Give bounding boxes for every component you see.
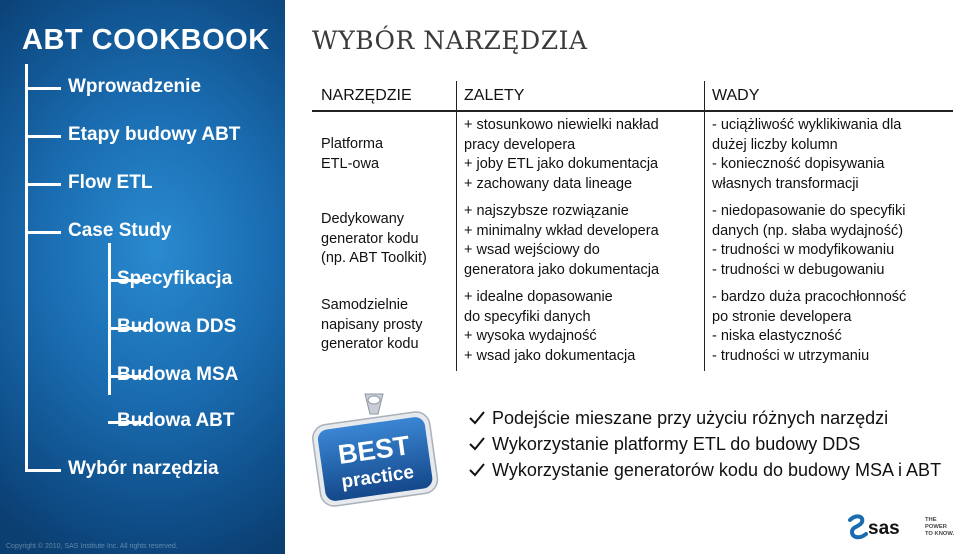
cell-line: - konieczność dopisywania xyxy=(712,156,885,172)
cell-line: generator kodu xyxy=(321,336,419,352)
table-row-1-tool xyxy=(321,135,383,174)
nav-item-wybor-narzedzia[interactable]: Wybór narzędzia xyxy=(68,458,219,479)
tree-connector xyxy=(25,469,61,472)
column-header-cons: WADY xyxy=(712,87,760,104)
column-divider xyxy=(456,81,457,371)
cell-line: Samodzielnie xyxy=(321,297,409,313)
badge-line-1: BEST xyxy=(336,430,412,470)
checkmark-icon xyxy=(468,461,486,479)
table-row-3-pros xyxy=(464,288,635,366)
copyright-watermark: Copyright © 2010, SAS Institute Inc. All rights reserved. xyxy=(6,543,178,550)
cell-line: - trudności w debugowaniu xyxy=(712,261,885,278)
sas-logo-icon xyxy=(846,512,956,542)
conclusion-text: Podejście mieszane przy użyciu różnych narzędzi xyxy=(492,407,889,428)
cell-line: + joby ETL jako dokumentacja xyxy=(464,156,659,172)
cell-line: własnych transformacji xyxy=(712,175,859,192)
cell-line: + stosunkowo niewielki nakład xyxy=(464,117,659,133)
page-title: WYBÓR NARZĘDZIA xyxy=(312,26,588,55)
cell-line: po stronie developera xyxy=(712,308,852,325)
cell-line: + idealne dopasowanie xyxy=(464,289,613,305)
cell-line: - bardzo duża pracochłonność xyxy=(712,289,907,305)
tree-connector xyxy=(25,135,61,138)
column-divider xyxy=(704,81,705,371)
cell-line: pracy developera xyxy=(464,136,576,153)
cell-line: + wsad jako dokumentacja xyxy=(464,347,636,364)
nav-item-budowa-abt[interactable]: Budowa ABT xyxy=(117,410,235,431)
cell-line: ETL-owa xyxy=(321,155,380,172)
conclusion-text: Wykorzystanie platformy ETL do budowy DDS xyxy=(492,433,861,454)
cell-line: + wysoka wydajność xyxy=(464,328,597,344)
cell-line: - niedopasowanie do specyfiki xyxy=(712,203,906,219)
cell-line: - niska elastyczność xyxy=(712,328,842,344)
cell-line: + najszybsze rozwiązanie xyxy=(464,203,629,219)
cell-line: + zachowany data lineage xyxy=(464,175,633,192)
list-item xyxy=(468,405,941,431)
nav-item-specyfikacja[interactable]: Specyfikacja xyxy=(117,268,233,289)
list-item xyxy=(468,457,941,483)
sas-tagline-line: POWER xyxy=(925,524,947,530)
table-row-2-cons xyxy=(712,202,905,280)
checkmark-icon xyxy=(468,435,486,453)
nav-item-budowa-dds[interactable]: Budowa DDS xyxy=(117,316,237,337)
sas-brand-text: sas xyxy=(868,518,900,539)
conclusions-list xyxy=(468,405,941,483)
tree-trunk-line xyxy=(25,64,28,470)
list-item xyxy=(468,431,941,457)
cell-line: - trudności w modyfikowaniu xyxy=(712,242,895,258)
cell-line: (np. ABT Toolkit) xyxy=(321,250,427,266)
tree-connector xyxy=(25,87,61,90)
table-header-rule xyxy=(312,110,953,112)
sas-tagline-line: TO KNOW. xyxy=(925,531,955,537)
column-header-tool: NARZĘDZIE xyxy=(321,87,412,104)
sidebar-title: ABT COOKBOOK xyxy=(22,24,270,56)
table-row-1-pros xyxy=(464,116,659,194)
nav-item-etapy-budowy-abt[interactable]: Etapy budowy ABT xyxy=(68,124,241,145)
checkmark-icon xyxy=(468,409,486,427)
conclusion-text: Wykorzystanie generatorów kodu do budowy MSA i ABT xyxy=(492,459,942,480)
nav-item-wprowadzenie[interactable]: Wprowadzenie xyxy=(68,76,202,97)
tree-connector xyxy=(25,183,61,186)
cell-line: napisany prosty xyxy=(321,316,423,333)
badge-line-2: practice xyxy=(340,461,416,493)
sidebar xyxy=(0,0,285,554)
sas-tagline-line: THE xyxy=(925,517,937,523)
cell-line: do specyfiki danych xyxy=(464,308,591,325)
cell-line: dużej liczby kolumn xyxy=(712,136,838,153)
table-row-2-tool xyxy=(321,210,427,269)
column-header-pros: ZALETY xyxy=(464,87,525,104)
cell-line: Dedykowany xyxy=(321,211,405,227)
cell-line: generatora jako dokumentacja xyxy=(464,261,660,278)
cell-line: generator kodu xyxy=(321,230,419,247)
table-row-2-pros xyxy=(464,202,659,280)
table-row-1-cons xyxy=(712,116,901,194)
cell-line: - trudności w utrzymaniu xyxy=(712,347,870,364)
best-practice-badge-icon xyxy=(304,388,446,522)
nav-item-flow-etl[interactable]: Flow ETL xyxy=(68,172,153,193)
cell-line: - uciążliwość wyklikiwania dla xyxy=(712,117,902,133)
cell-line: Platforma xyxy=(321,136,384,152)
nav-item-budowa-msa[interactable]: Budowa MSA xyxy=(117,364,239,385)
cell-line: + minimalny wkład developera xyxy=(464,222,659,239)
tree-branch-line xyxy=(108,243,111,395)
tree-connector xyxy=(25,231,61,234)
nav-item-case-study[interactable]: Case Study xyxy=(68,220,172,241)
cell-line: danych (np. słaba wydajność) xyxy=(712,222,904,239)
table-row-3-cons xyxy=(712,288,906,366)
cell-line: + wsad wejściowy do xyxy=(464,242,600,258)
table-row-3-tool xyxy=(321,296,423,355)
